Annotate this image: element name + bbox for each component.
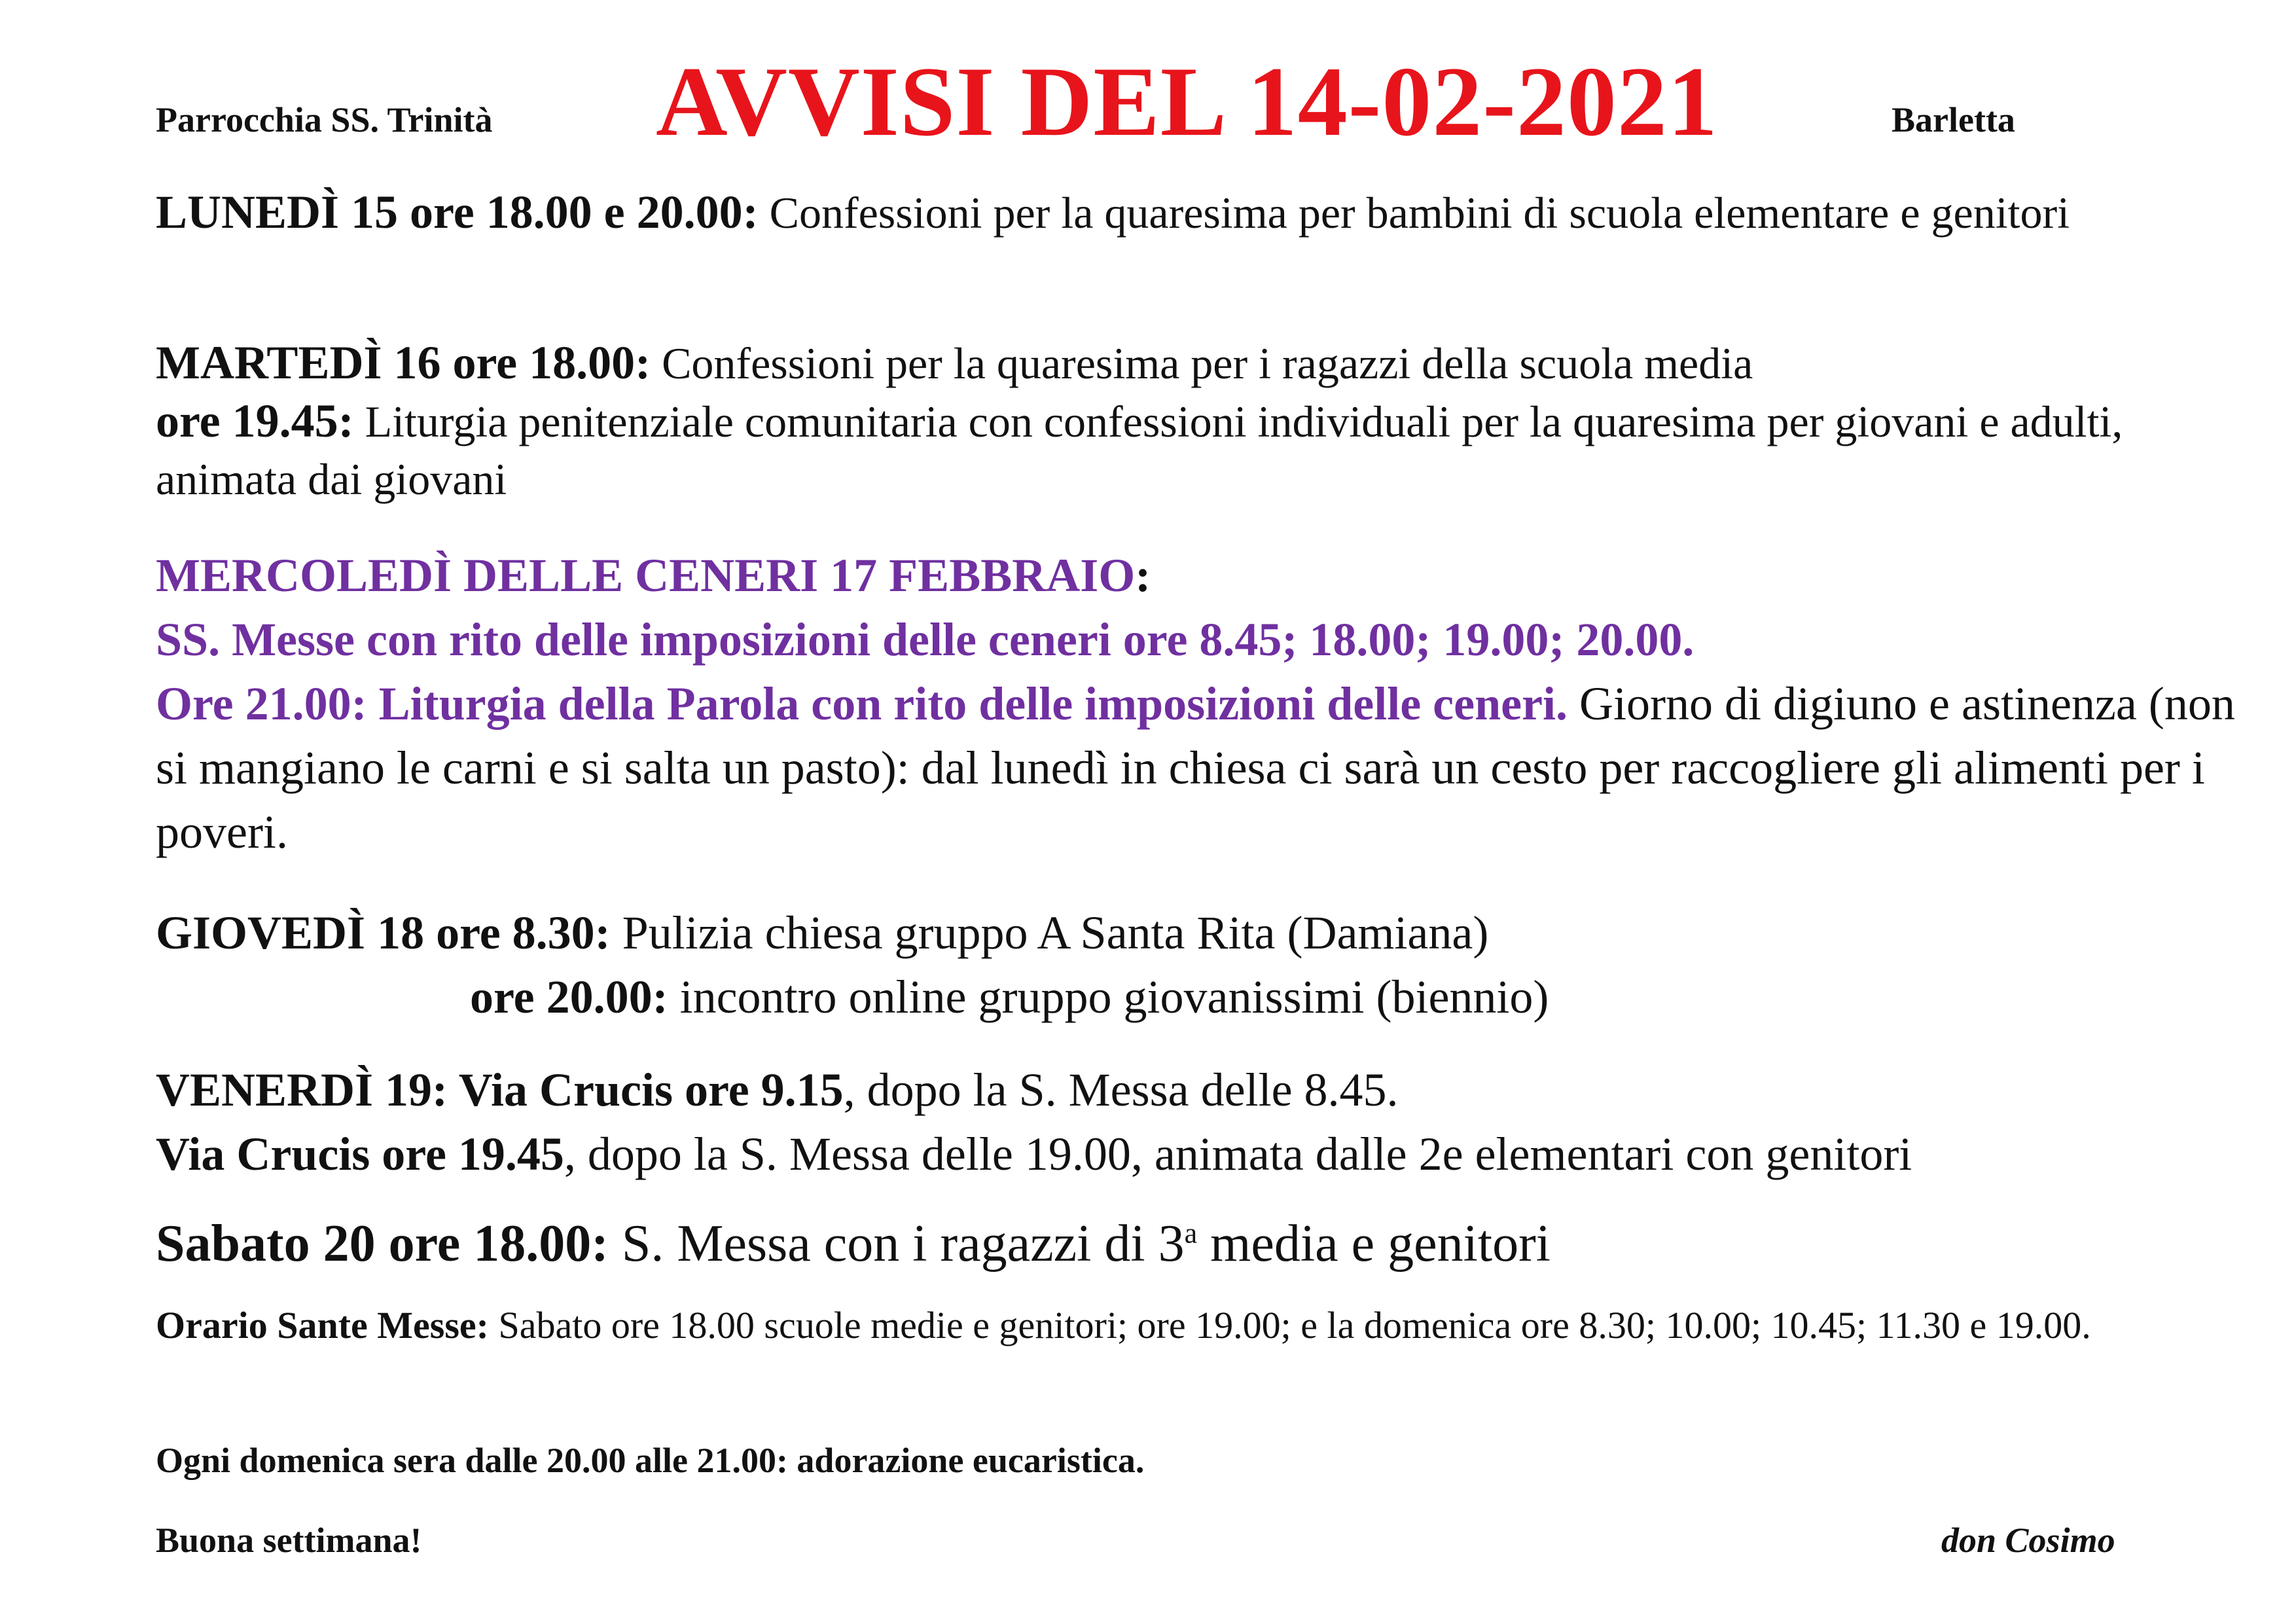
schedule-label: Orario Sante Messe: [156, 1304, 489, 1346]
saturday-ordinal: a [1184, 1217, 1198, 1250]
wednesday-text: Giorno di digiuno e astinenza (non si mangiano le carni e si salta un pasto): dal lunedì in chiesa ci sarà un cesto per raccogliere gli alimenti per i poveri. [156, 677, 2235, 858]
monday-label: LUNEDÌ 15 ore 18.00 e 20.00: [156, 186, 759, 238]
mass-schedule [156, 1297, 2244, 1354]
tuesday-label: MARTEDÌ 16 ore 18.00: [156, 336, 651, 389]
monday-text: Confessioni per la quaresima per bambini di scuola elementare e genitori [758, 188, 2070, 238]
signature: don Cosimo [1941, 1521, 2115, 1560]
thursday-text-2: incontro online gruppo giovanissimi (biennio) [668, 971, 1549, 1023]
adoration-notice: Ogni domenica sera dalle 20.00 alle 21.00: adorazione eucaristica. [156, 1441, 1145, 1480]
friday-label-2: Via Crucis ore 19.45 [156, 1128, 564, 1180]
monday-notice [156, 183, 2244, 242]
thursday-label-2: ore 20.00: [470, 971, 668, 1023]
parish-name: Parrocchia SS. Trinità [156, 100, 493, 139]
wednesday-notice [156, 543, 2244, 864]
thursday-label: GIOVEDÌ 18 ore 8.30: [156, 907, 611, 959]
saturday-text: S. Messa con i ragazzi di 3 [608, 1215, 1185, 1272]
greeting: Buona settimana! [156, 1521, 422, 1560]
tuesday-text: Confessioni per la quaresima per i ragazzi della scuola media [651, 338, 1753, 388]
schedule-text: Sabato ore 18.00 scuole medie e genitori; ore 19.00; e la domenica ore 8.30; 10.00; 10.45; 11.30 e 19.00. [488, 1304, 2091, 1346]
saturday-notice [156, 1211, 2244, 1276]
friday-label: VENERDÌ 19: Via Crucis ore 9.15 [156, 1064, 844, 1116]
friday-text: , dopo la S. Messa delle 8.45. [843, 1064, 1399, 1116]
saturday-label: Sabato 20 ore 18.00: [156, 1215, 609, 1272]
tuesday-label-2: ore 19.45: [156, 395, 354, 447]
city-name: Barletta [1892, 100, 2015, 139]
tuesday-text-2: Liturgia penitenziale comunitaria con confessioni individuali per la quaresima per giovani e adulti, animata dai giovani [156, 397, 2123, 504]
wednesday-masses: SS. Messe con rito delle imposizioni delle ceneri ore 8.45; 18.00; 19.00; 20.00. [156, 613, 1695, 666]
wednesday-label: MERCOLEDÌ DELLE CENERI 17 FEBBRAIO [156, 549, 1136, 602]
tuesday-notice [156, 334, 2244, 508]
friday-notice [156, 1058, 2244, 1186]
thursday-notice [156, 901, 2244, 1029]
wednesday-liturgy: Ore 21.00: Liturgia della Parola con rito delle imposizioni delle ceneri. [156, 677, 1568, 730]
thursday-text: Pulizia chiesa gruppo A Santa Rita (Damiana) [610, 907, 1489, 959]
page-title: AVVISI DEL 14-02-2021 [656, 46, 1718, 156]
friday-text-2: , dopo la S. Messa delle 19.00, animata dalle 2e elementari con genitori [564, 1128, 1912, 1180]
wednesday-colon: : [1135, 549, 1151, 602]
saturday-text-after: media e genitori [1197, 1215, 1551, 1272]
